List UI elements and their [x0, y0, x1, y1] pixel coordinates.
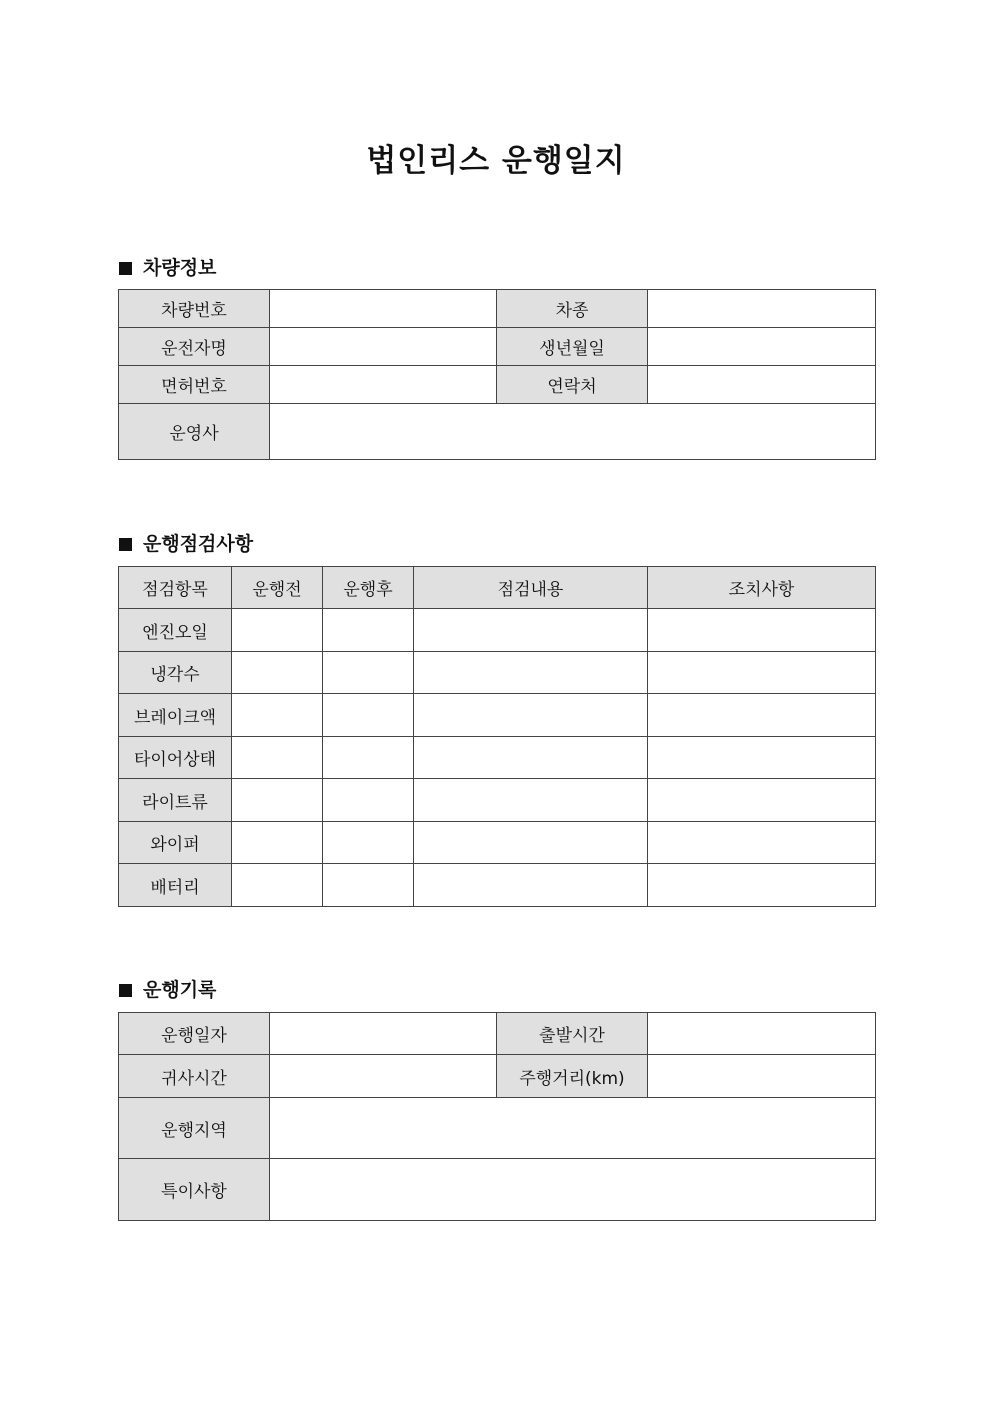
- plate-number-field[interactable]: [270, 290, 497, 328]
- content-cell[interactable]: [414, 779, 648, 822]
- before-check-cell[interactable]: [232, 609, 323, 652]
- inspection-header-after: 운행후: [323, 567, 414, 609]
- action-cell[interactable]: [648, 779, 876, 822]
- inspection-header-before: 운행전: [232, 567, 323, 609]
- inspection-item-label: 라이트류: [119, 779, 232, 822]
- action-cell[interactable]: [648, 609, 876, 652]
- return-time-label: 귀사시간: [119, 1055, 270, 1098]
- plate-number-label: 차량번호: [119, 290, 270, 328]
- drive-date-label: 운행일자: [119, 1013, 270, 1055]
- operator-field[interactable]: [270, 404, 876, 460]
- action-cell[interactable]: [648, 737, 876, 779]
- inspection-header-content: 점검내용: [414, 567, 648, 609]
- inspection-header-item: 점검항목: [119, 567, 232, 609]
- content-cell[interactable]: [414, 822, 648, 864]
- inspection-item-label: 와이퍼: [119, 822, 232, 864]
- section-vehicle-heading: [119, 253, 216, 280]
- before-check-cell[interactable]: [232, 864, 323, 907]
- content-cell[interactable]: [414, 737, 648, 779]
- vehicle-info-table: [118, 289, 876, 460]
- car-model-label: 차종: [497, 290, 648, 328]
- return-time-field[interactable]: [270, 1055, 497, 1098]
- inspection-item-label: 배터리: [119, 864, 232, 907]
- after-check-cell[interactable]: [323, 652, 414, 694]
- license-number-field[interactable]: [270, 366, 497, 404]
- operator-label: 운영사: [119, 404, 270, 460]
- inspection-item-label: 엔진오일: [119, 609, 232, 652]
- contact-field[interactable]: [648, 366, 876, 404]
- before-check-cell[interactable]: [232, 822, 323, 864]
- action-cell[interactable]: [648, 694, 876, 737]
- after-check-cell[interactable]: [323, 779, 414, 822]
- birth-date-label: 생년월일: [497, 328, 648, 366]
- drive-area-label: 운행지역: [119, 1098, 270, 1159]
- driver-name-label: 운전자명: [119, 328, 270, 366]
- distance-label: 주행거리(km): [497, 1055, 648, 1098]
- section-record-heading: [119, 975, 216, 1002]
- action-cell[interactable]: [648, 864, 876, 907]
- contact-label: 연락처: [497, 366, 648, 404]
- inspection-row: [119, 737, 876, 779]
- after-check-cell[interactable]: [323, 822, 414, 864]
- square-bullet-icon: [119, 538, 132, 551]
- action-cell[interactable]: [648, 652, 876, 694]
- section-inspection-heading: [119, 529, 253, 556]
- document-title: 법인리스 운행일지: [366, 143, 626, 179]
- car-model-field[interactable]: [648, 290, 876, 328]
- inspection-row: [119, 822, 876, 864]
- departure-time-field[interactable]: [648, 1013, 876, 1055]
- birth-date-field[interactable]: [648, 328, 876, 366]
- before-check-cell[interactable]: [232, 737, 323, 779]
- license-number-label: 면허번호: [119, 366, 270, 404]
- content-cell[interactable]: [414, 652, 648, 694]
- driving-record-table: [118, 1012, 876, 1221]
- section-vehicle-label: 차량정보: [143, 257, 217, 279]
- content-cell[interactable]: [414, 864, 648, 907]
- section-record-label: 운행기록: [143, 979, 217, 1001]
- after-check-cell[interactable]: [323, 694, 414, 737]
- inspection-row: [119, 779, 876, 822]
- inspection-row: [119, 864, 876, 907]
- before-check-cell[interactable]: [232, 694, 323, 737]
- notes-field[interactable]: [270, 1159, 876, 1221]
- drive-area-field[interactable]: [270, 1098, 876, 1159]
- driver-name-field[interactable]: [270, 328, 497, 366]
- inspection-item-label: 브레이크액: [119, 694, 232, 737]
- content-cell[interactable]: [414, 609, 648, 652]
- inspection-item-label: 타이어상태: [119, 737, 232, 779]
- inspection-row: [119, 694, 876, 737]
- content-cell[interactable]: [414, 694, 648, 737]
- after-check-cell[interactable]: [323, 864, 414, 907]
- inspection-row: [119, 652, 876, 694]
- inspection-header-action: 조치사항: [648, 567, 876, 609]
- distance-field[interactable]: [648, 1055, 876, 1098]
- inspection-table: [118, 566, 876, 907]
- departure-time-label: 출발시간: [497, 1013, 648, 1055]
- action-cell[interactable]: [648, 822, 876, 864]
- section-inspection-label: 운행점검사항: [143, 533, 254, 555]
- square-bullet-icon: [119, 984, 132, 997]
- square-bullet-icon: [119, 262, 132, 275]
- inspection-item-label: 냉각수: [119, 652, 232, 694]
- after-check-cell[interactable]: [323, 609, 414, 652]
- after-check-cell[interactable]: [323, 737, 414, 779]
- before-check-cell[interactable]: [232, 652, 323, 694]
- inspection-row: [119, 609, 876, 652]
- notes-label: 특이사항: [119, 1159, 270, 1221]
- drive-date-field[interactable]: [270, 1013, 497, 1055]
- before-check-cell[interactable]: [232, 779, 323, 822]
